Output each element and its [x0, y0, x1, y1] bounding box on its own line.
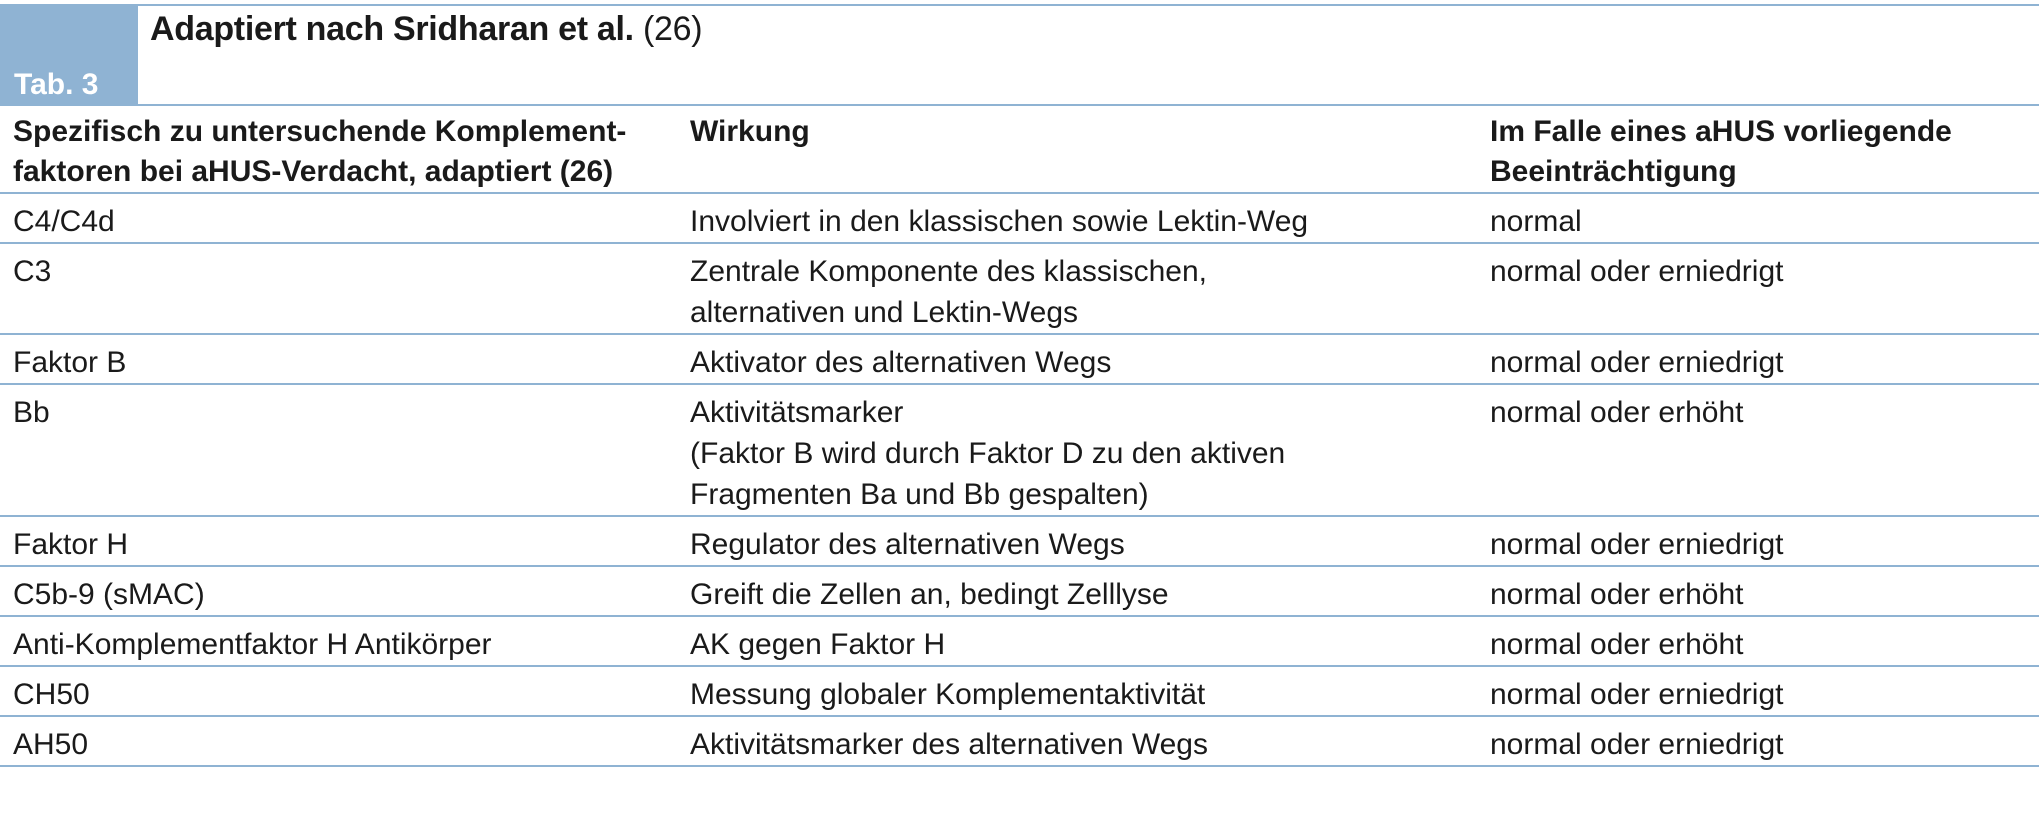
- cell-impairment: normal oder erhöht: [1490, 396, 1744, 429]
- effect-line: Regulator des alternativen Wegs: [690, 528, 1125, 561]
- table-number-label: Tab. 3: [0, 6, 138, 106]
- cell-factor: Bb: [13, 396, 50, 429]
- table-row: [0, 517, 2039, 567]
- table-row: [0, 617, 2039, 667]
- cell-factor: CH50: [13, 678, 90, 711]
- complement-table: [0, 106, 2039, 767]
- effect-line: Messung globaler Komplementaktivität: [690, 678, 1206, 711]
- cell-impairment: normal oder erniedrigt: [1490, 678, 1784, 711]
- table-title: Adaptiert nach Sridharan et al. (26): [150, 10, 703, 48]
- cell-impairment: normal oder erniedrigt: [1490, 346, 1784, 379]
- cell-impairment: normal oder erniedrigt: [1490, 728, 1784, 761]
- cell-impairment: normal oder erniedrigt: [1490, 255, 1784, 288]
- effect-line: Aktivator des alternativen Wegs: [690, 346, 1112, 379]
- effect-line: Greift die Zellen an, bedingt Zelllyse: [690, 578, 1169, 611]
- cell-effect: [690, 717, 1490, 765]
- header-impairment: Im Falle eines aHUS vorliegende Beeinträchtigung: [1490, 115, 1952, 188]
- effect-line: Aktivitätsmarker: [690, 396, 904, 429]
- cell-effect: [690, 667, 1490, 715]
- effect-line: Zentrale Komponente des klassischen,: [690, 255, 1207, 288]
- header-effect: Wirkung: [690, 115, 810, 148]
- cell-factor: Anti-Komplementfaktor H Antikörper: [13, 628, 492, 661]
- cell-effect: [690, 244, 1490, 333]
- table-row: [0, 567, 2039, 617]
- table-row: [0, 244, 2039, 335]
- effect-line: Fragmenten Ba und Bb gespalten): [690, 478, 1149, 511]
- table-row: [0, 335, 2039, 385]
- cell-effect: [690, 567, 1490, 615]
- cell-impairment: normal oder erniedrigt: [1490, 528, 1784, 561]
- table-row: [0, 194, 2039, 244]
- table-row: [0, 717, 2039, 767]
- cell-factor: AH50: [13, 728, 89, 761]
- table-row: [0, 667, 2039, 717]
- cell-effect: [690, 385, 1490, 515]
- cell-effect: [690, 517, 1490, 565]
- cell-factor: Faktor B: [13, 346, 127, 379]
- cell-impairment: normal oder erhöht: [1490, 628, 1744, 661]
- cell-impairment: normal oder erhöht: [1490, 578, 1744, 611]
- top-rule: [0, 4, 2039, 6]
- cell-factor: C4/C4d: [13, 205, 115, 238]
- cell-impairment: normal: [1490, 205, 1582, 238]
- effect-line: (Faktor B wird durch Faktor D zu den aktiven: [690, 437, 1286, 470]
- table-row: [0, 385, 2039, 517]
- table-header-row: [0, 106, 2039, 194]
- cell-factor: Faktor H: [13, 528, 129, 561]
- cell-factor: C5b-9 (sMAC): [13, 578, 205, 611]
- cell-effect: [690, 194, 1490, 242]
- cell-factor: C3: [13, 255, 52, 288]
- effect-line: Aktivitätsmarker des alternativen Wegs: [690, 728, 1208, 761]
- cell-effect: [690, 617, 1490, 665]
- header-factor: Spezifisch zu untersuchende Komplement- faktoren bei aHUS-Verdacht, adaptiert (26): [13, 115, 627, 188]
- cell-effect: [690, 335, 1490, 383]
- effect-line: alternativen und Lektin-Wegs: [690, 296, 1079, 329]
- effect-line: Involviert in den klassischen sowie Lektin-Weg: [690, 205, 1309, 238]
- effect-line: AK gegen Faktor H: [690, 628, 946, 661]
